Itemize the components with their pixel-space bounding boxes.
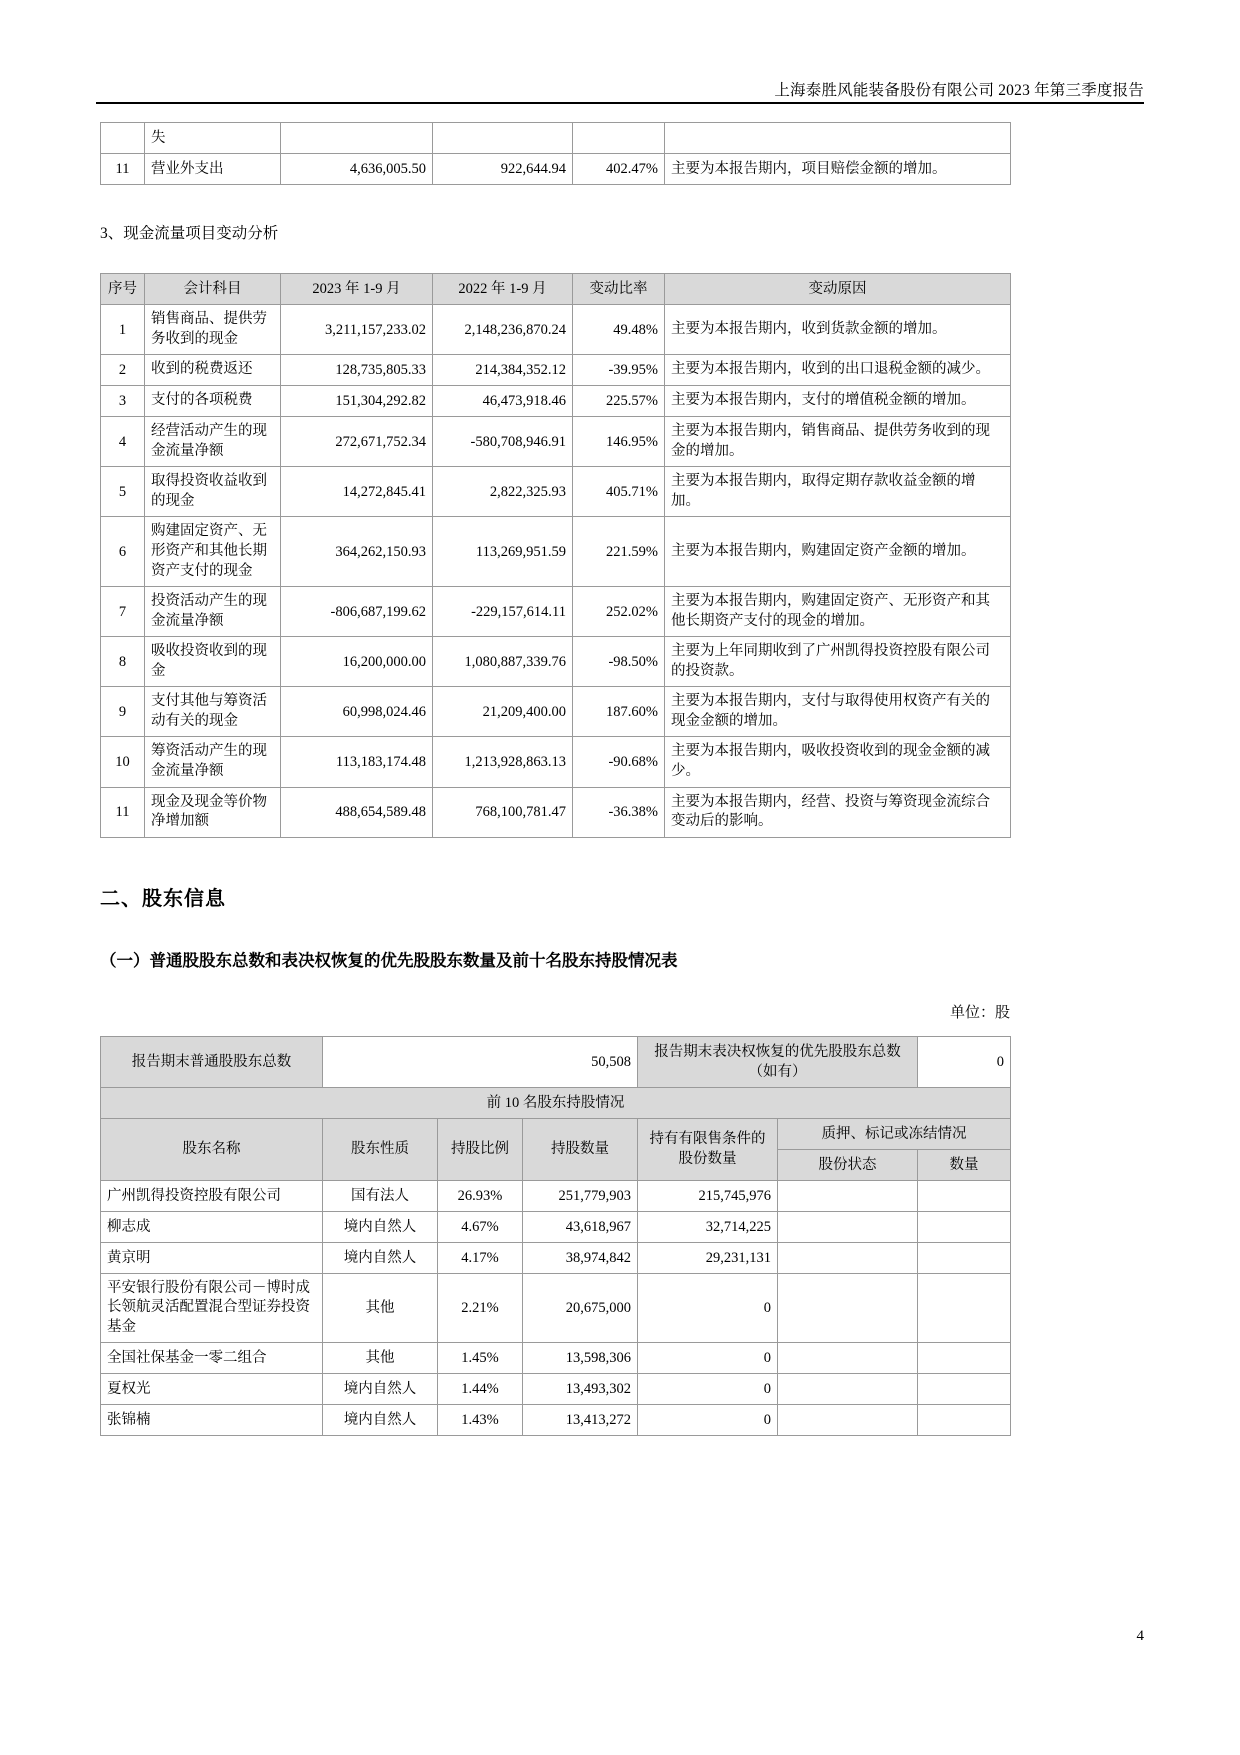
cell-pledge-status [778,1374,918,1405]
unit-label: 单位：股 [949,1004,1010,1021]
cell-2023: 4,636,005.50 [281,154,433,185]
cell-rate: -36.38% [573,787,665,837]
table-row [101,787,1011,837]
cell-count: 13,598,306 [523,1343,638,1374]
cell-nature: 境内自然人 [323,1405,438,1436]
cashflow-heading: 3、现金流量项目变动分析 [100,225,279,242]
cell-index: 11 [101,154,145,185]
cell-item: 支付的各项税费 [145,386,281,417]
shareholder-subsection-heading: （一）普通股股东总数和表决权恢复的优先股股东数量及前十名股东持股情况表 [100,951,678,970]
cell-2023: 151,304,292.82 [281,386,433,417]
cell-no: 9 [101,687,145,737]
cell-nature: 境内自然人 [323,1242,438,1273]
cell-ratio: 1.43% [438,1405,523,1436]
cell-name: 柳志成 [101,1211,323,1242]
cell-pledge-status [778,1242,918,1273]
table-row [101,1374,1011,1405]
cell-2023: 113,183,174.48 [281,737,433,787]
cell-2023: 272,671,752.34 [281,417,433,467]
cell-rate: 225.57% [573,386,665,417]
cell-rate: 405.71% [573,467,665,517]
table-row [101,1211,1011,1242]
cell-name: 夏权光 [101,1374,323,1405]
cell-2022: 21,209,400.00 [433,687,573,737]
cell-item: 购建固定资产、无形资产和其他长期资产支付的现金 [145,517,281,587]
cell-2022: 2,148,236,870.24 [433,305,573,355]
cell-2022: 113,269,951.59 [433,517,573,587]
cell-pledge-amount [918,1405,1011,1436]
cell-restricted: 0 [638,1343,778,1374]
cell-no: 11 [101,787,145,837]
page-content [100,122,1110,1436]
shareholder-section-heading: 二、股东信息 [100,887,226,910]
cell-reason: 主要为本报告期内，取得定期存款收益金额的增加。 [665,467,1011,517]
table-row [101,1242,1011,1273]
col-pledge-amount: 数量 [918,1149,1011,1180]
top10-title-row [101,1087,1011,1118]
table-row [101,517,1011,587]
cell-reason: 主要为本报告期内，支付的增值税金额的增加。 [665,386,1011,417]
table-row [101,355,1011,386]
cell-no: 4 [101,417,145,467]
cell-item: 营业外支出 [145,154,281,185]
cell-item: 支付其他与筹资活动有关的现金 [145,687,281,737]
table-row [101,637,1011,687]
table-row [101,417,1011,467]
col-pledge-group: 质押、标记或冻结情况 [778,1118,1011,1149]
cell-pledge-amount [918,1374,1011,1405]
cell-index [101,123,145,154]
table-row [101,587,1011,637]
cell-rate: -39.95% [573,355,665,386]
table-header-row [101,1118,1011,1149]
cell-nature: 境内自然人 [323,1211,438,1242]
col-reason: 变动原因 [665,274,1011,305]
cell-pledge-amount [918,1242,1011,1273]
cell-no: 8 [101,637,145,687]
table-row [101,467,1011,517]
cell-2022: 1,080,887,339.76 [433,637,573,687]
cell-rate: 187.60% [573,687,665,737]
running-header: 上海泰胜风能装备股份有限公司 2023 年第三季度报告 [774,82,1144,99]
cell-rate: -98.50% [573,637,665,687]
cell-no: 7 [101,587,145,637]
cell-no: 6 [101,517,145,587]
cell-count: 20,675,000 [523,1273,638,1343]
cell-reason: 主要为本报告期内，购建固定资产、无形资产和其他长期资产支付的现金的增加。 [665,587,1011,637]
cell-restricted: 32,714,225 [638,1211,778,1242]
cell-count: 13,493,302 [523,1374,638,1405]
cell-reason: 主要为本报告期内，项目赔偿金额的增加。 [665,154,1011,185]
cell-pledge-amount [918,1211,1011,1242]
table-row [101,305,1011,355]
cell-2022: 2,822,325.93 [433,467,573,517]
top10-title: 前 10 名股东持股情况 [101,1087,1011,1118]
cell-rate: 146.95% [573,417,665,467]
cell-2023: 14,272,845.41 [281,467,433,517]
cell-restricted: 0 [638,1374,778,1405]
cell-no: 3 [101,386,145,417]
cell-ratio: 4.17% [438,1242,523,1273]
cell-pledge-status [778,1211,918,1242]
cell-name: 平安银行股份有限公司－博时成长领航灵活配置混合型证券投资基金 [101,1273,323,1343]
cell-ratio: 2.21% [438,1273,523,1343]
col-2023: 2023 年 1-9 月 [281,274,433,305]
cell-item: 取得投资收益收到的现金 [145,467,281,517]
cell-reason: 主要为本报告期内，吸收投资收到的现金金额的减少。 [665,737,1011,787]
cell-pledge-status [778,1180,918,1211]
cell-nature: 其他 [323,1343,438,1374]
col-shareholder-name: 股东名称 [101,1118,323,1180]
cashflow-table [100,273,1011,838]
col-pledge-status: 股份状态 [778,1149,918,1180]
cell-2023: 16,200,000.00 [281,637,433,687]
cell-reason: 主要为本报告期内，经营、投资与筹资现金流综合变动后的影响。 [665,787,1011,837]
preferred-shareholders-value: 0 [918,1036,1011,1087]
cell-ratio: 26.93% [438,1180,523,1211]
cell-count: 43,618,967 [523,1211,638,1242]
cell-item: 吸收投资收到的现金 [145,637,281,687]
cell-item: 经营活动产生的现金流量净额 [145,417,281,467]
ordinary-shareholders-value: 50,508 [323,1036,638,1087]
col-no: 序号 [101,274,145,305]
cell-2022 [433,123,573,154]
col-shareholder-nature: 股东性质 [323,1118,438,1180]
cell-restricted: 0 [638,1273,778,1343]
cell-item: 现金及现金等价物净增加额 [145,787,281,837]
cell-item: 销售商品、提供劳务收到的现金 [145,305,281,355]
cell-2022: 1,213,928,863.13 [433,737,573,787]
cell-name: 张锦楠 [101,1405,323,1436]
cell-name: 黄京明 [101,1242,323,1273]
cell-name: 全国社保基金一零二组合 [101,1343,323,1374]
cell-2022: 214,384,352.12 [433,355,573,386]
cell-2022: -229,157,614.11 [433,587,573,637]
table-row [101,154,1011,185]
page-number: 4 [1136,1628,1144,1644]
col-account: 会计科目 [145,274,281,305]
col-restricted-shares: 持有有限售条件的股份数量 [638,1118,778,1180]
table-header-row [101,274,1011,305]
shareholder-summary-row [101,1036,1011,1087]
cell-2022: -580,708,946.91 [433,417,573,467]
cell-2022: 768,100,781.47 [433,787,573,837]
cell-2023: 3,211,157,233.02 [281,305,433,355]
cell-item: 投资活动产生的现金流量净额 [145,587,281,637]
cell-2023: 128,735,805.33 [281,355,433,386]
col-2022: 2022 年 1-9 月 [433,274,573,305]
cashflow-table-body [101,305,1011,838]
cell-2023: 364,262,150.93 [281,517,433,587]
cell-name: 广州凯得投资控股有限公司 [101,1180,323,1211]
cell-item: 收到的税费返还 [145,355,281,386]
cell-2023: 488,654,589.48 [281,787,433,837]
cell-reason: 主要为上年同期收到了广州凯得投资控股有限公司的投资款。 [665,637,1011,687]
cell-pledge-status [778,1405,918,1436]
col-holding-ratio: 持股比例 [438,1118,523,1180]
cell-no: 10 [101,737,145,787]
cell-count: 38,974,842 [523,1242,638,1273]
cell-2022: 46,473,918.46 [433,386,573,417]
cell-reason [665,123,1011,154]
table-row [101,1405,1011,1436]
cell-ratio: 1.45% [438,1343,523,1374]
cell-reason: 主要为本报告期内，销售商品、提供劳务收到的现金的增加。 [665,417,1011,467]
cell-nature: 国有法人 [323,1180,438,1211]
cell-rate [573,123,665,154]
cell-pledge-amount [918,1343,1011,1374]
cell-nature: 其他 [323,1273,438,1343]
cell-reason: 主要为本报告期内，支付与取得使用权资产有关的现金金额的增加。 [665,687,1011,737]
table-row [101,1343,1011,1374]
table-row [101,386,1011,417]
continued-income-table [100,122,1011,185]
cell-ratio: 1.44% [438,1374,523,1405]
cell-no: 2 [101,355,145,386]
cell-count: 13,413,272 [523,1405,638,1436]
cell-pledge-status [778,1273,918,1343]
ordinary-shareholders-label: 报告期末普通股股东总数 [101,1036,323,1087]
table-row [101,737,1011,787]
cell-reason: 主要为本报告期内，收到货款金额的增加。 [665,305,1011,355]
cell-rate: -90.68% [573,737,665,787]
preferred-shareholders-label: 报告期末表决权恢复的优先股股东总数（如有） [638,1036,918,1087]
cell-nature: 境内自然人 [323,1374,438,1405]
cell-no: 5 [101,467,145,517]
cell-restricted: 215,745,976 [638,1180,778,1211]
cell-2023 [281,123,433,154]
cell-2023: -806,687,199.62 [281,587,433,637]
cell-rate: 221.59% [573,517,665,587]
cell-count: 251,779,903 [523,1180,638,1211]
cell-2023: 60,998,024.46 [281,687,433,737]
cell-restricted: 0 [638,1405,778,1436]
table-row [101,123,1011,154]
table-row [101,1273,1011,1343]
table-row [101,1180,1011,1211]
cell-rate: 49.48% [573,305,665,355]
cell-pledge-status [778,1343,918,1374]
table-row [101,687,1011,737]
header-rule [96,102,1144,104]
col-rate: 变动比率 [573,274,665,305]
shareholder-table [100,1036,1011,1437]
cell-rate: 402.47% [573,154,665,185]
cell-restricted: 29,231,131 [638,1242,778,1273]
cell-pledge-amount [918,1273,1011,1343]
cell-pledge-amount [918,1180,1011,1211]
cell-ratio: 4.67% [438,1211,523,1242]
cell-reason: 主要为本报告期内，收到的出口退税金额的减少。 [665,355,1011,386]
cell-rate: 252.02% [573,587,665,637]
cell-item: 筹资活动产生的现金流量净额 [145,737,281,787]
col-holding-count: 持股数量 [523,1118,638,1180]
cell-reason: 主要为本报告期内，购建固定资产金额的增加。 [665,517,1011,587]
cell-no: 1 [101,305,145,355]
cell-item: 失 [145,123,281,154]
cell-2022: 922,644.94 [433,154,573,185]
